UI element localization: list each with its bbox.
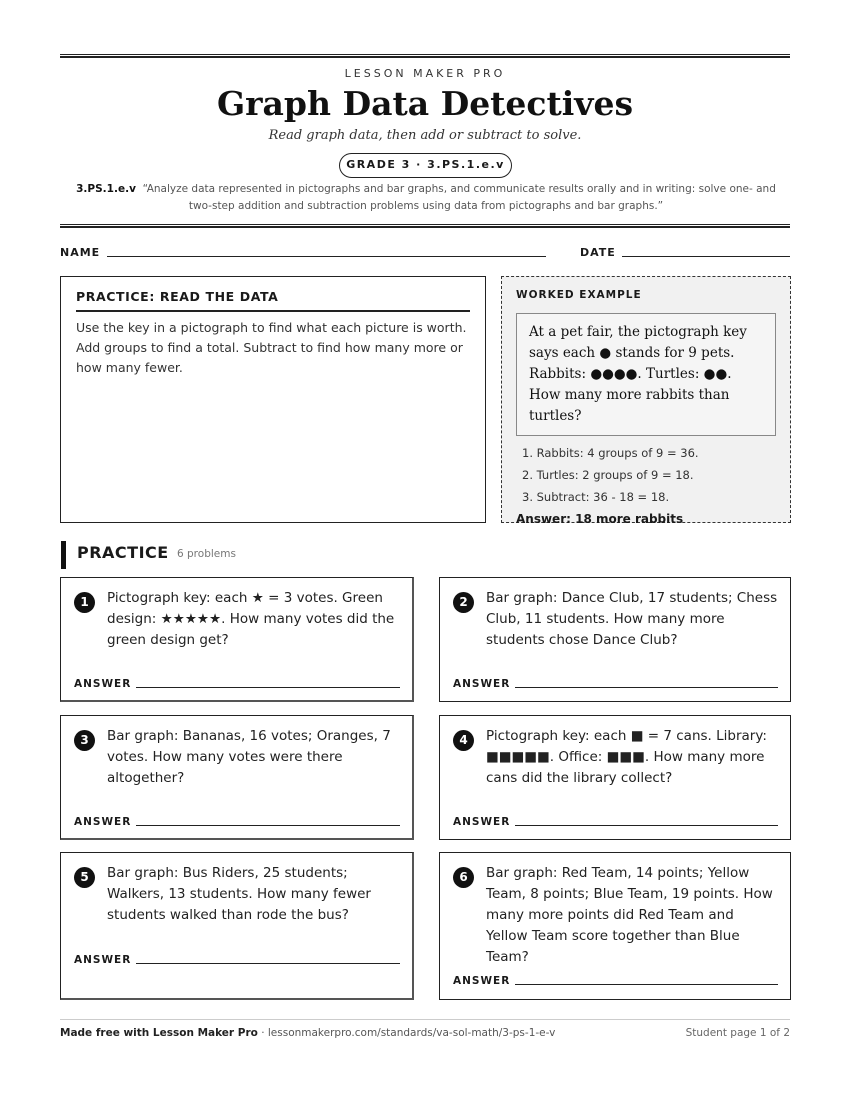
worked-example-answer: Answer: 18 more rabbits xyxy=(516,512,684,526)
name-field[interactable] xyxy=(107,256,546,257)
worked-example-title: WORKED EXAMPLE xyxy=(516,289,642,301)
worked-example-problem: At a pet fair, the pictograph key says each ● stands for 9 pets. Rabbits: ●●●●. Turtles: ●●. How many more rabbits than turtles? xyxy=(516,313,776,436)
answer-label: ANSWER xyxy=(453,678,511,690)
problem-text: Bar graph: Red Team, 14 points; Yellow Team, 8 points; Blue Team, 19 points. How many more points did Red Team and Yellow Team score together than Blue Team? xyxy=(486,865,773,965)
worked-step: 3. Subtract: 36 - 18 = 18. xyxy=(522,490,670,504)
problem-card-3 xyxy=(60,715,414,840)
answer-label: ANSWER xyxy=(453,816,511,828)
name-label: NAME xyxy=(60,246,101,259)
problem-text: Bar graph: Bananas, 16 votes; Oranges, 7 votes. How many votes were there altogether? xyxy=(107,728,391,786)
worked-step: 2. Turtles: 2 groups of 9 = 18. xyxy=(522,468,694,482)
footer-credit xyxy=(60,1027,555,1039)
answer-label: ANSWER xyxy=(453,975,511,987)
answer-field-6[interactable] xyxy=(515,984,778,985)
header-bottom-rule xyxy=(60,224,790,228)
date-field[interactable] xyxy=(622,256,790,257)
standard-description xyxy=(70,181,782,215)
practice-problem-count: 6 problems xyxy=(177,548,236,560)
worked-step: 1. Rabbits: 4 groups of 9 = 36. xyxy=(522,446,699,460)
footer-page-number: Student page 1 of 2 xyxy=(685,1027,790,1039)
problem-text: Pictograph key: each ★ = 3 votes. Green design: ★★★★★. How many votes did the green design get? xyxy=(107,590,395,648)
practice-box-title: PRACTICE: READ THE DATA xyxy=(76,289,470,312)
problem-card-4 xyxy=(439,715,791,840)
problem-card-1 xyxy=(60,577,414,702)
date-label: DATE xyxy=(580,246,616,259)
problem-number-badge: 5 xyxy=(74,867,95,888)
answer-field-3[interactable] xyxy=(136,825,400,826)
practice-heading: PRACTICE xyxy=(77,543,169,562)
problem-number-badge: 1 xyxy=(74,592,95,613)
problem-card-5 xyxy=(60,852,414,1000)
practice-heading-bar xyxy=(61,541,66,569)
footer-url[interactable]: · lessonmakerpro.com/standards/va-sol-math/3-ps-1-e-v xyxy=(257,1027,556,1039)
problem-card-6 xyxy=(439,852,791,1000)
header-top-rule xyxy=(60,54,790,58)
answer-field-1[interactable] xyxy=(136,687,400,688)
answer-field-4[interactable] xyxy=(515,825,778,826)
problem-text: Bar graph: Dance Club, 17 students; Chess Club, 11 students. How many more students chose Dance Club? xyxy=(486,590,778,648)
page-subtitle: Read graph data, then add or subtract to solve. xyxy=(268,128,582,143)
problem-text: Pictograph key: each ■ = 7 cans. Library: ■■■■■. Office: ■■■. How many more cans did the library collect? xyxy=(486,728,767,786)
answer-field-5[interactable] xyxy=(136,963,400,964)
answer-label: ANSWER xyxy=(74,954,132,966)
answer-field-2[interactable] xyxy=(515,687,778,688)
page-title: Graph Data Detectives xyxy=(216,84,634,123)
answer-label: ANSWER xyxy=(74,678,132,690)
grade-badge: GRADE 3 · 3.PS.1.e.v xyxy=(339,153,512,178)
standard-code: 3.PS.1.e.v xyxy=(76,183,136,195)
footer-rule xyxy=(60,1019,790,1020)
worked-example-box xyxy=(501,276,791,526)
standard-text: “Analyze data represented in pictographs and bar graphs, and communicate results orally and in writing: solve one- and two-step addition and subtraction problems using data from pictographs and bar graphs.” xyxy=(142,183,776,212)
practice-read-the-data-box xyxy=(60,276,486,523)
problem-card-2 xyxy=(439,577,791,702)
problem-number-badge: 6 xyxy=(453,867,474,888)
problem-text: Bar graph: Bus Riders, 25 students; Walkers, 13 students. How many fewer students walked than rode the bus? xyxy=(107,865,371,923)
problem-number-badge: 4 xyxy=(453,730,474,751)
problem-number-badge: 3 xyxy=(74,730,95,751)
answer-label: ANSWER xyxy=(74,816,132,828)
practice-box-text: Use the key in a pictograph to find what each picture is worth. Add groups to find a total. Subtract to find how many more or how many fewer. xyxy=(76,320,467,375)
brand-name: LESSON MAKER PRO xyxy=(344,67,506,80)
problem-number-badge: 2 xyxy=(453,592,474,613)
footer-made-with: Made free with Lesson Maker Pro xyxy=(60,1027,258,1039)
worked-example-steps xyxy=(516,442,776,508)
